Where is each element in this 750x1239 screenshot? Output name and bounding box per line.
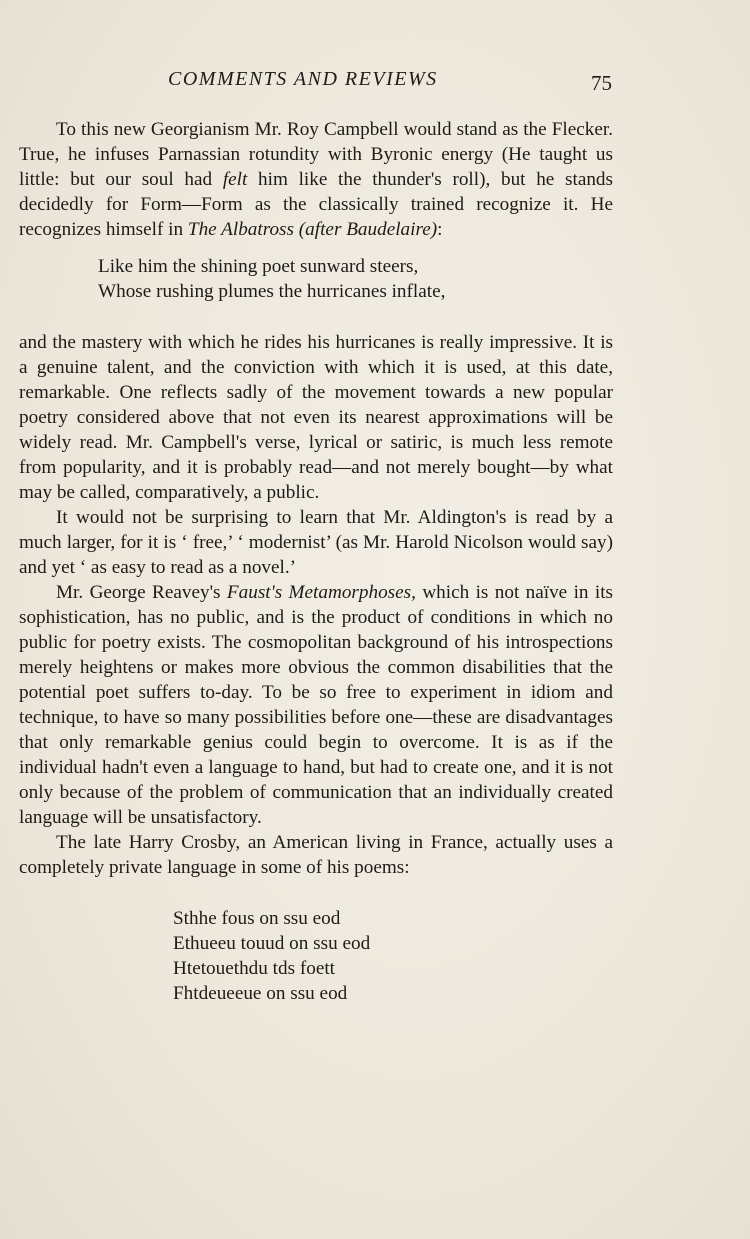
body-text [19,117,613,1006]
page-header [0,64,750,98]
paragraph-text: Mr. George Reavey's [56,582,227,603]
verse-line: Whose rushing plumes the hurricanes inflate, [98,281,446,302]
running-head: COMMENTS AND REVIEWS [168,68,438,90]
paragraph-mastery: and the mastery with which he rides his hurricanes is really impressive. It is a genuine talent, and the conviction with which it is used, at this date, remarkable. One reflects sadly of the movement towards a new popular poetry considered above that not even its nearest approximations will be widely read. Mr. Campbell's verse, lyrical or satiric, is much less remote from popularity, and it is probably read—and not merely bought—by what may be called, comparatively, a public. [19,332,613,503]
page-number: 75 [591,71,612,95]
paragraph-text: : [437,219,443,240]
paragraph-text: him like the thunder's roll), but he stands decidedly for Form—Form as the classically trained recognize it. He recognizes himself in [19,169,613,240]
crosby-poem [173,906,613,1006]
paragraph-crosby: The late Harry Crosby, an American living in France, actually uses a completely private language in some of his poems: [19,832,613,878]
emphasis-felt: felt [222,169,248,190]
work-title: Faust's Metamorphoses, [226,582,416,603]
paragraph-reavey [19,580,613,830]
paragraph-text: which is not naïve in its sophistication, has no public, and is the product of conditions in which no public for poetry exists. The cosmopolitan background of his introspections merely heightens or makes more obvious the common disabilities that the potential poet suffers to-day. To be so free to experiment in idiom and technique, to have so many possibilities before one—these are disadvantages that only remarkable genius could begin to overcome. It is as if the individual hadn't even a language to hand, but had to create one, and it is not only because of the problem of communication that an individually created language will be unsatisfactory. [19,582,613,828]
poem-line: Ethueeu touud on ssu eod [173,933,371,954]
verse-line: Like him the shining poet sunward steers, [98,256,419,277]
poem-line: Sthhe fous on ssu eod [173,908,341,929]
poem-line: Htetouethdu tds foett [173,958,335,979]
paragraph-text: To this new Georgianism Mr. Roy Campbell would stand as the Flecker. True, he infuses Parnassian rotundity with Byronic energy (He taught us little: but our soul had [19,119,613,190]
paragraph-campbell [19,117,613,242]
verse-quote [98,254,613,304]
paragraph-aldington: It would not be surprising to learn that Mr. Aldington's is read by a much larger, for it is ‘ free,’ ‘ modernist’ (as Mr. Harold Nicolson would say) and yet ‘ as easy to read as a novel.’ [19,507,613,578]
poem-line: Fhtdeueeue on ssu eod [173,983,348,1004]
work-title: The Albatross (after Baudelaire) [187,219,438,240]
